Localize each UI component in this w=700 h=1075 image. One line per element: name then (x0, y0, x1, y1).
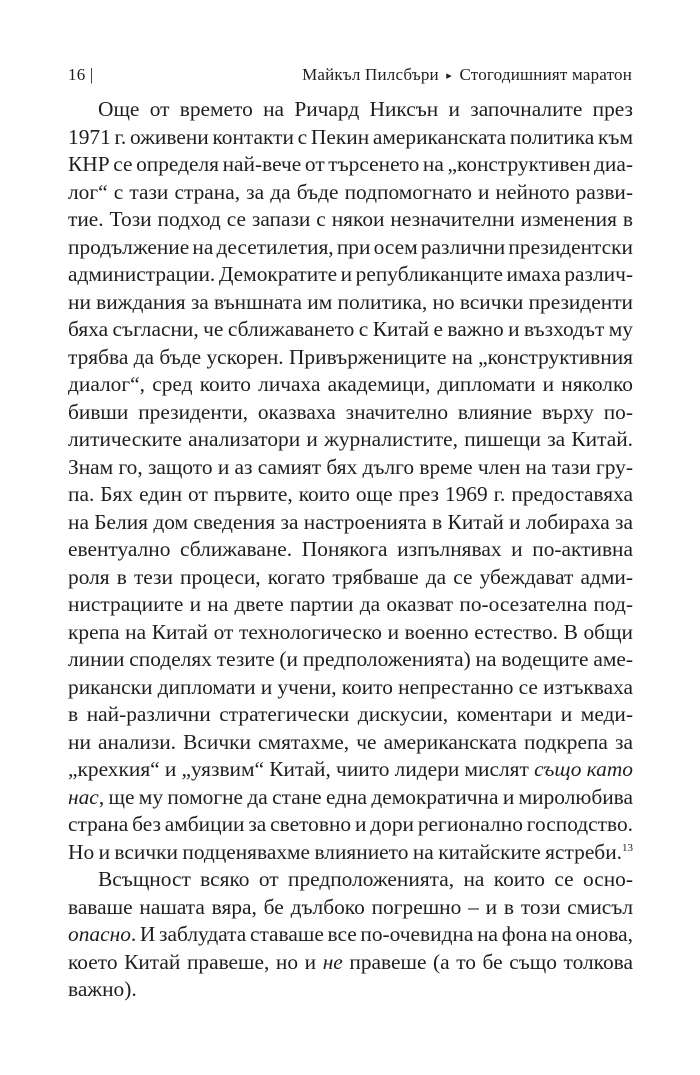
text-line: лог“ с тази страна, за да бъде подпомогнато и нейното разви- (68, 179, 633, 204)
text-line: па. Бях един от първите, които още през 1969 г. предоставяха (68, 482, 633, 506)
text-line: ни анализи. Всички смятахме, че американската подкрепа за (68, 729, 633, 754)
text-line: страна без амбиции за световно и дори регионално господство. (68, 812, 633, 836)
text-line: в най-различни стратегически дискусии, коментари и меди- (68, 702, 633, 726)
text-line: важно). (68, 977, 137, 1001)
text-line: литическите анализатори и журналистите, пишещи за Китай. (68, 427, 633, 451)
text-run: правеше (а то бе също толкова (342, 949, 633, 974)
text-line (68, 949, 633, 977)
text-run: което Китай правеше, но и (68, 949, 323, 974)
text-line (68, 839, 633, 867)
text-line: линии споделях тезите (и предположенията) на водещите аме- (68, 647, 633, 671)
page-number (68, 62, 93, 88)
text-line: бивши президенти, оказваха значително влияние върху по- (68, 399, 633, 424)
text-line: продължение на десетилетия, при осем различни президентски (68, 234, 633, 259)
text-line: на Белия дом сведения за настроенията в Китай и лобираха за (68, 509, 633, 534)
text-line: евентуално сближаване. Понякога изпълнявах и по-активна (68, 537, 633, 561)
text-line: тие. Този подход се запази с някои незначителни изменения в (68, 207, 633, 231)
text-run: . И заблудата ставаше все по-очевидна на фона на онова, (130, 922, 633, 946)
emphasis: не (322, 949, 343, 974)
emphasis: също като (534, 757, 633, 781)
emphasis: опасно (68, 922, 131, 946)
author-name: Майкъл Пилсбъри (302, 65, 439, 84)
text-line: КНР се определя най-вече от търсенето на „конструктивен диа- (68, 152, 633, 176)
body-text (68, 96, 633, 1004)
text-line: ни виждания за външната им политика, но всички президенти (68, 289, 633, 314)
text-line: 1971 г. оживени контакти с Пекин американската политика към (68, 124, 633, 149)
text-line: Още от времето на Ричард Никсън и започналите през (98, 97, 633, 121)
text-line: ваваше нашата вяра, бе дълбоко погрешно – и в този смисъл (68, 894, 633, 919)
paragraph-1 (68, 96, 633, 756)
text-run: „крехкия“ и „уязвим“ Китай, чиито лидери мислят (68, 757, 535, 781)
header-title (302, 62, 632, 89)
text-line: диалог“, сред които личаха академици, дипломати и няколко (68, 372, 633, 396)
running-header (68, 62, 632, 88)
book-title: Стогодишният маратон (459, 65, 632, 84)
text-line: бяха съгласни, че сближаването с Китай е важно и възходът му (68, 317, 633, 341)
text-line: крепа на Китай от технологическо и военно естество. В общи (68, 619, 633, 644)
text-line: трябва да бъде ускорен. Привържениците на „конструктивния (68, 344, 633, 369)
text-line (68, 784, 633, 812)
text-line: рикански дипломати и учени, които непрестанно се изтъкваха (68, 674, 633, 699)
text-line: нистрациите и на двете партии да оказват по-осезателна под- (68, 592, 633, 616)
text-run: Но и всички подценявахме влиянието на китайските ястреби. (68, 839, 622, 864)
text-line (68, 756, 633, 784)
footnote-reference[interactable]: 13 (622, 841, 633, 854)
text-line: Всъщност всяко от предположенията, на които се осно- (98, 867, 633, 891)
text-line: роля в тези процеси, когато трябваше да се убеждават адми- (68, 564, 633, 589)
text-line: Знам го, защото и аз самият бях дълго време член на тази гру- (68, 454, 633, 479)
arrow-icon: ▸ (446, 70, 453, 82)
emphasis: нас (68, 784, 99, 809)
page-number-value: 16 (68, 65, 86, 84)
header-separator: | (89, 65, 94, 84)
text-line: администрации. Демократите и републиканците имаха различ- (68, 262, 633, 286)
text-run: , ще му помогне да стане една демократична и миролюбива (98, 784, 633, 809)
text-line (68, 921, 633, 949)
